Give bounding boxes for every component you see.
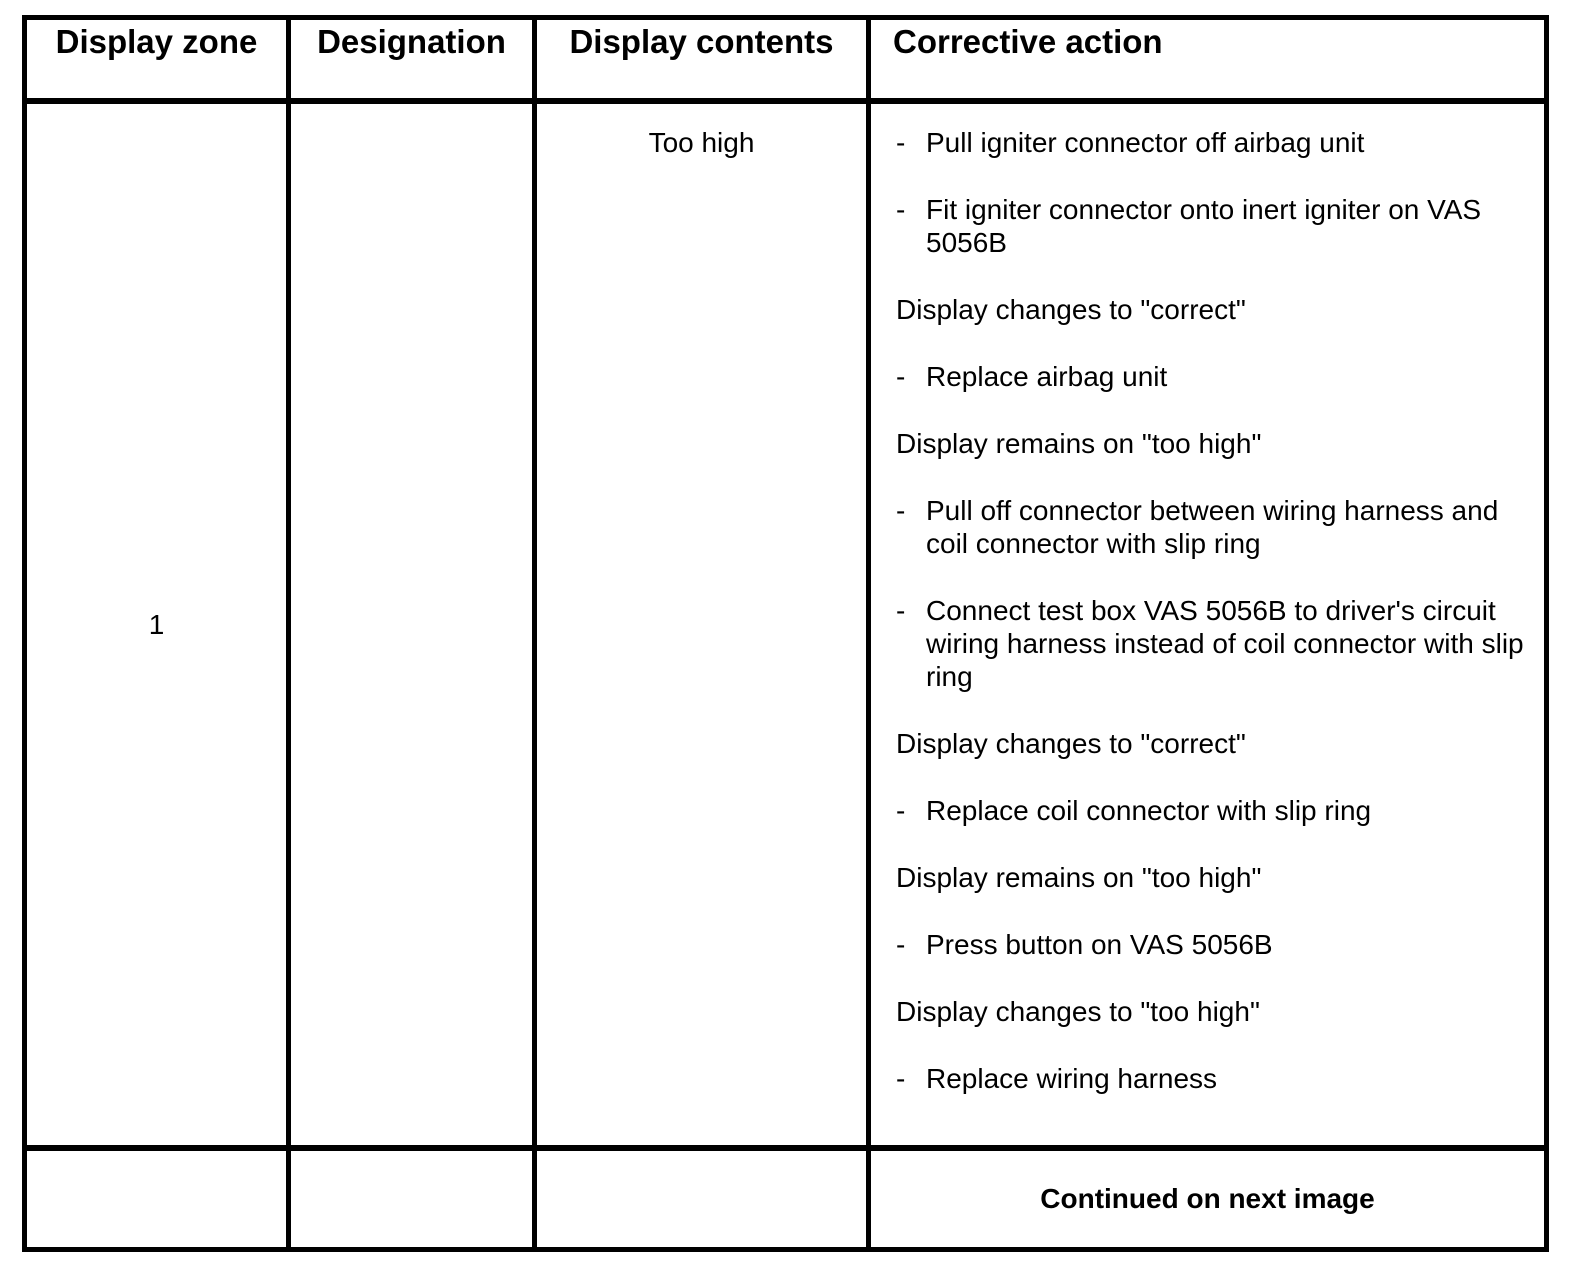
footer-cell-display-contents: [537, 1145, 871, 1247]
corrective-action-item: [896, 928, 1526, 961]
corrective-action-item: [896, 126, 1526, 159]
corrective-action-text: Display remains on "too high": [896, 428, 1262, 459]
corrective-action-text: Pull off connector between wiring harness and coil connector with slip ring: [926, 495, 1499, 559]
bullet-dash: -: [896, 194, 906, 225]
bullet-dash: -: [896, 1063, 906, 1094]
header-corrective-action: Corrective action: [871, 20, 1544, 104]
cell-display-zone: 1: [27, 104, 291, 1145]
corrective-action-text: Pull igniter connector off airbag unit: [926, 127, 1365, 158]
corrective-action-item: [896, 1062, 1526, 1095]
corrective-action-text: Display changes to "correct": [896, 294, 1246, 325]
corrective-action-text: Fit igniter connector onto inert igniter on VAS 5056B: [926, 194, 1482, 258]
corrective-action-text: Display changes to "too high": [896, 996, 1260, 1027]
corrective-action-item: [896, 494, 1526, 560]
cell-designation: [291, 104, 537, 1145]
bullet-dash: -: [896, 361, 906, 392]
corrective-action-text: Replace airbag unit: [926, 361, 1168, 392]
bullet-dash: -: [896, 595, 906, 626]
corrective-action-text: Press button on VAS 5056B: [926, 929, 1273, 960]
corrective-action-text: Display remains on "too high": [896, 862, 1262, 893]
corrective-action-item: [896, 794, 1526, 827]
corrective-action-text: Replace coil connector with slip ring: [926, 795, 1372, 826]
corrective-action-item: [896, 193, 1526, 259]
corrective-action-text: Display changes to "correct": [896, 728, 1246, 759]
corrective-action-text: Replace wiring harness: [926, 1063, 1218, 1094]
corrective-action-item: [896, 293, 1526, 326]
footer-cell-designation: [291, 1145, 537, 1247]
corrective-action-item: [896, 360, 1526, 393]
corrective-action-item: [896, 727, 1526, 760]
footer-cell-display-zone: [27, 1145, 291, 1247]
bullet-dash: -: [896, 127, 906, 158]
corrective-action-item: [896, 427, 1526, 460]
bullet-dash: -: [896, 795, 906, 826]
corrective-action-text: Connect test box VAS 5056B to driver's circuit wiring harness instead of coil connector with slip ring: [926, 595, 1524, 692]
footer-continued-note: Continued on next image: [871, 1145, 1544, 1247]
corrective-action-item: [896, 861, 1526, 894]
cell-display-contents: Too high: [537, 104, 871, 1145]
diagnostic-table: [22, 15, 1549, 1252]
corrective-action-item: [896, 995, 1526, 1028]
header-designation: Designation: [291, 20, 537, 104]
header-display-contents: Display contents: [537, 20, 871, 104]
corrective-action-item: [896, 594, 1526, 693]
header-display-zone: Display zone: [27, 20, 291, 104]
cell-corrective-action: [871, 104, 1544, 1145]
bullet-dash: -: [896, 929, 906, 960]
bullet-dash: -: [896, 495, 906, 526]
